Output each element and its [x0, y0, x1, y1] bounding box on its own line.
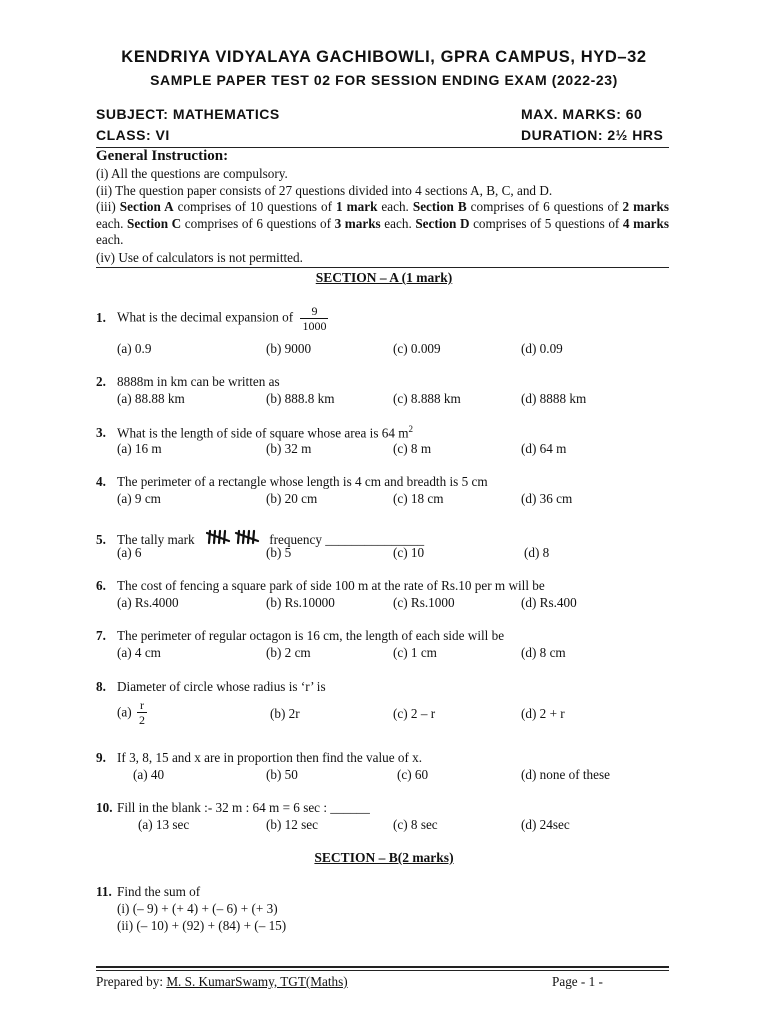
instruction-ii: (ii) The question paper consists of 27 questions divided into 4 sections A, B, C, and D.	[96, 183, 553, 198]
instructions-divider	[96, 267, 669, 268]
q8-option-a: (a) $\frac{r}{2}$	[117, 698, 145, 727]
subject-label: SUBJECT: MATHEMATICS	[96, 106, 280, 122]
question-11: 11. Find the sum of	[96, 884, 201, 899]
q1-option-d: (d) 0.09	[521, 341, 563, 356]
q6-option-b: (b) Rs.10000	[266, 595, 335, 610]
author-name: M. S. KumarSwamy, TGT(Maths)	[166, 974, 348, 989]
q5-option-b: (b) 5	[266, 545, 292, 560]
question-7: 7. The perimeter of regular octagon is 16 cm, the length of each side will be	[96, 628, 505, 643]
q9-option-d: (d) none of these	[521, 767, 610, 782]
question-9: 9. If 3, 8, 15 and x are in proportion then find the value of x.	[96, 750, 423, 765]
q8-option-c: (c) 2 – r	[393, 706, 436, 721]
q1-option-c: (c) 0.009	[393, 341, 441, 356]
section-b-heading: SECTION – B(2 marks)	[314, 850, 454, 865]
q2-option-c: (c) 8.888 km	[393, 391, 461, 406]
max-marks-label: MAX. MARKS: 60	[521, 106, 643, 122]
test-title: SAMPLE PAPER TEST 02 FOR SESSION ENDING EXAM (2022-23)	[150, 72, 618, 88]
q2-option-a: (a) 88.88 km	[117, 391, 185, 406]
q5-option-d: (d) 8	[524, 545, 550, 560]
q2-option-b: (b) 888.8 km	[266, 391, 335, 406]
fraction: $\frac{r}{2}$	[138, 698, 145, 727]
duration-label: DURATION: 2½ HRS	[521, 127, 664, 143]
q10-option-d: (d) 24sec	[521, 817, 570, 832]
q7-option-b: (b) 2 cm	[266, 645, 311, 660]
class-label: CLASS: VI	[96, 127, 170, 143]
q10-option-c: (c) 8 sec	[393, 817, 438, 832]
q9-option-b: (b) 50	[266, 767, 298, 782]
q4-option-c: (c) 18 cm	[393, 491, 444, 506]
q10-option-a: (a) 13 sec	[138, 817, 190, 832]
question-4: 4. The perimeter of a rectangle whose length is 4 cm and breadth is 5 cm	[96, 474, 488, 489]
q4-option-d: (d) 36 cm	[521, 491, 573, 506]
q8-option-d: (d) 2 + r	[521, 706, 565, 721]
question-8: 8. Diameter of circle whose radius is ‘r’ is	[96, 679, 326, 694]
question-6: 6. The cost of fencing a square park of side 100 m at the rate of Rs.10 per m will be	[96, 578, 545, 593]
question-5: 5. The tally mark frequency _______________	[96, 528, 424, 548]
question-2: 2. 8888m in km can be written as	[96, 374, 280, 389]
q4-option-b: (b) 20 cm	[266, 491, 318, 506]
instruction-iv: (iv) Use of calculators is not permitted.	[96, 250, 303, 265]
instructions-heading: General Instruction:	[96, 148, 229, 164]
q3-option-a: (a) 16 m	[117, 441, 162, 456]
q2-option-d: (d) 8888 km	[521, 391, 587, 406]
question-1: 1. What is the decimal expansion of $\frac{9}{1000}$	[96, 304, 327, 333]
q6-option-c: (c) Rs.1000	[393, 595, 455, 610]
q3-option-b: (b) 32 m	[266, 441, 312, 456]
footer-divider	[96, 966, 669, 968]
q8-option-b: (b) 2r	[270, 706, 300, 721]
q7-option-d: (d) 8 cm	[521, 645, 566, 660]
q6-option-a: (a) Rs.4000	[117, 595, 179, 610]
instruction-iii: (iii) Section A comprises of 10 questions of 1 mark each. Section B comprises of 6 questions of 2 marks each. Section C comprises of 6 questions of 3 marks each. Section D comprises of 5 questions of 4 marks each.	[96, 199, 670, 247]
page-number: Page - 1 -	[552, 974, 603, 989]
q1-option-a: (a) 0.9	[117, 341, 152, 356]
q9-option-a: (a) 40	[133, 767, 165, 782]
q11-part-i: (i) (– 9) + (+ 4) + (– 6) + (+ 3)	[117, 901, 278, 916]
question-10: 10. Fill in the blank :- 32 m : 64 m = 6 sec : ______	[96, 800, 370, 815]
footer-divider-thin	[96, 970, 669, 971]
q6-option-d: (d) Rs.400	[521, 595, 577, 610]
q7-option-c: (c) 1 cm	[393, 645, 437, 660]
q4-option-a: (a) 9 cm	[117, 491, 161, 506]
prepared-by: Prepared by: M. S. KumarSwamy, TGT(Maths)	[96, 974, 348, 989]
q5-option-a: (a) 6	[117, 545, 142, 560]
section-a-heading: SECTION – A (1 mark)	[315, 270, 453, 285]
q9-option-c: (c) 60	[397, 767, 429, 782]
fraction: $\frac{9}{1000}$	[302, 304, 327, 333]
school-name: KENDRIYA VIDYALAYA GACHIBOWLI, GPRA CAMPUS, HYD–32	[121, 48, 647, 66]
q3-option-d: (d) 64 m	[521, 441, 567, 456]
q5-option-c: (c) 10	[393, 545, 425, 560]
q11-part-ii: (ii) (– 10) + (92) + (84) + (– 15)	[117, 918, 287, 933]
q3-option-c: (c) 8 m	[393, 441, 432, 456]
q1-option-b: (b) 9000	[266, 341, 312, 356]
q7-option-a: (a) 4 cm	[117, 645, 161, 660]
instruction-i: (i) All the questions are compulsory.	[96, 166, 288, 181]
q10-option-b: (b) 12 sec	[266, 817, 318, 832]
tally-marks-icon	[206, 528, 264, 546]
question-3: 3. What is the length of side of square whose area is 64 $m^2$	[96, 424, 414, 441]
